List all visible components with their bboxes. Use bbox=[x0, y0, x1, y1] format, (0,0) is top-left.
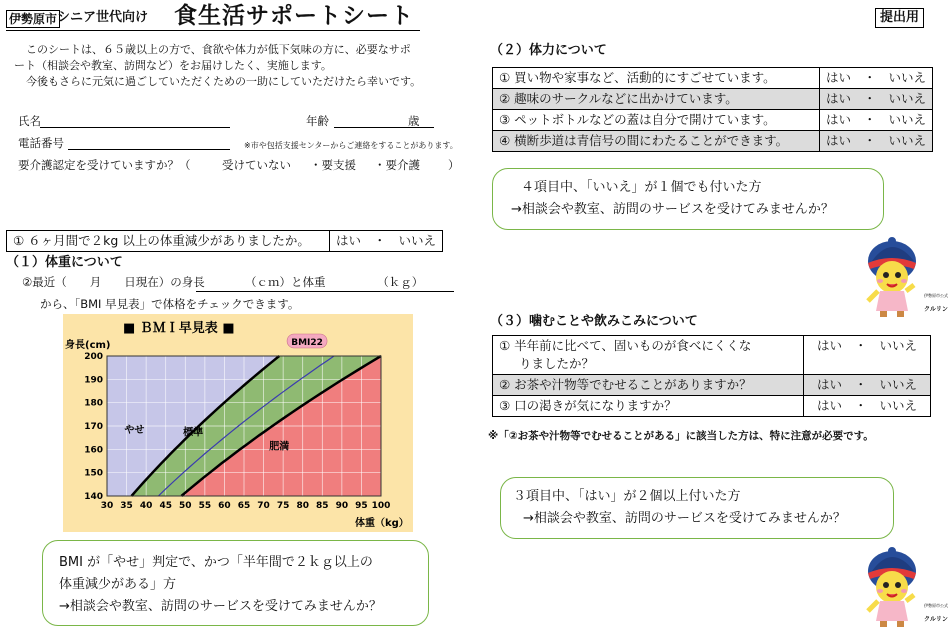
fitness-q3-text: ③ ペットボトルなどの蓋は自分で開けています。 bbox=[493, 110, 820, 131]
swallow-q3-answer[interactable]: はい ・ いいえ bbox=[804, 396, 931, 417]
fitness-q2-answer[interactable]: はい ・ いいえ bbox=[820, 89, 933, 110]
age-label: 年齢 bbox=[306, 114, 329, 128]
table-row bbox=[493, 375, 931, 396]
bubble-weight-line-2: 体重減少がある」方 bbox=[59, 577, 177, 592]
x-tick-label: 40 bbox=[139, 501, 153, 511]
section2-heading: （２）体力について bbox=[490, 43, 607, 58]
table-row bbox=[493, 110, 933, 131]
table-row bbox=[493, 336, 931, 375]
section3-heading: （３）噛むことや飲みこみについて bbox=[490, 314, 698, 329]
weight-question-answer[interactable]: はい ・ いいえ bbox=[330, 231, 443, 252]
measure-line: ②最近（ 月 日現在）の身長 （ｃｍ）と体重 （ｋｇ） bbox=[22, 275, 424, 289]
region-label-normal: 標準 bbox=[183, 427, 204, 439]
name-label: 氏名 bbox=[18, 114, 41, 128]
mascot-caption-1: 伊勢原市公式 bbox=[924, 293, 948, 298]
x-tick-label: 90 bbox=[335, 501, 349, 511]
y-tick-label: 140 bbox=[84, 492, 103, 502]
bubble-fitness-line-1: ４項目中、「いいえ」が１個でも付いた方 bbox=[521, 180, 762, 195]
y-axis-label: 身長(cm) bbox=[65, 340, 111, 351]
name-field[interactable] bbox=[40, 127, 230, 128]
submit-badge: 提出用 bbox=[875, 8, 924, 28]
bubble-weight-line-1: BMI が「やせ」判定で、かつ「半年間で２ｋｇ以上の bbox=[59, 555, 373, 570]
care-question: 要介護認定を受けていますか？（ bbox=[18, 158, 191, 172]
care-option-support[interactable]: ・要支援 bbox=[310, 158, 356, 172]
region-label-obese: 肥満 bbox=[269, 441, 290, 453]
bubble-swallow-line-2: →相談会や教室、訪問のサービスを受けてみませんか？ bbox=[523, 511, 846, 526]
measure-underline bbox=[196, 291, 454, 292]
table-row bbox=[493, 89, 933, 110]
x-tick-label: 45 bbox=[159, 501, 172, 511]
y-tick-label: 170 bbox=[84, 422, 103, 432]
swallow-q2-text: ② お茶や汁物等でむせることがありますか？ bbox=[493, 375, 804, 396]
swallow-note: ※「②お茶や汁物等でむせることがある」に該当した方は、特に注意が必要です。 bbox=[488, 430, 874, 442]
weight-question-table bbox=[6, 230, 443, 252]
x-tick-label: 60 bbox=[218, 501, 231, 511]
table-row bbox=[493, 396, 931, 417]
bmi-chart bbox=[63, 314, 413, 532]
mascot-kururin-1 bbox=[858, 235, 948, 320]
bubble-weight-line-3: →相談会や教室、訪問のサービスを受けてみませんか？ bbox=[59, 599, 382, 614]
y-tick-label: 190 bbox=[84, 375, 103, 386]
x-tick-label: 55 bbox=[198, 501, 212, 511]
table-row bbox=[493, 68, 933, 89]
phone-field[interactable] bbox=[68, 149, 230, 150]
swallow-q1-answer[interactable]: はい ・ いいえ bbox=[804, 336, 931, 375]
mascot-kururin-2 bbox=[858, 545, 948, 630]
mascot-name-2: クルリン bbox=[924, 616, 948, 623]
y-tick-label: 150 bbox=[84, 468, 103, 479]
section1-heading: （１）体重について bbox=[6, 255, 123, 270]
x-tick-label: 75 bbox=[276, 501, 290, 511]
x-tick-label: 85 bbox=[316, 501, 329, 511]
y-tick-label: 200 bbox=[84, 352, 103, 362]
mascot-name-1: クルリン bbox=[924, 306, 948, 313]
fitness-q2-text: ② 趣味のサークルなどに出かけています。 bbox=[493, 89, 820, 110]
x-tick-label: 50 bbox=[179, 501, 192, 511]
intro-text bbox=[14, 42, 474, 90]
city-badge: 伊勢原市 bbox=[6, 10, 60, 28]
fitness-q1-answer[interactable]: はい ・ いいえ bbox=[820, 68, 933, 89]
phone-label: 電話番号 bbox=[18, 136, 64, 150]
care-option-care[interactable]: ・要介護 bbox=[374, 158, 420, 172]
fitness-q4-text: ④ 横断歩道は青信号の間にわたることができます。 bbox=[493, 131, 820, 152]
check-line: から、「BMI 早見表」で体格をチェックできます。 bbox=[40, 297, 300, 311]
senior-label: シニア世代向け bbox=[57, 10, 149, 25]
phone-note: ※市や包括支援センターからご連絡をすることがあります。 bbox=[244, 141, 458, 150]
x-tick-label: 35 bbox=[120, 501, 133, 511]
bubble-fitness-line-2: →相談会や教室、訪問のサービスを受けてみませんか？ bbox=[511, 202, 834, 217]
intro-line-1: このシートは、６５歳以上の方で、食欲や体力が低下気味の方に、必要なサポ bbox=[26, 43, 411, 56]
swallow-q3-text: ③ 口の渇きが気になりますか？ bbox=[493, 396, 804, 417]
fitness-q3-answer[interactable]: はい ・ いいえ bbox=[820, 110, 933, 131]
intro-line-2: ート（相談会や教室、訪問など）をお届けしたく、実施します。 bbox=[14, 59, 332, 72]
x-tick-label: 30 bbox=[100, 501, 114, 511]
x-tick-label: 80 bbox=[296, 501, 309, 511]
swallow-q1-text: ① 半年前に比べて、固いものが食べにくくな りましたか？ bbox=[493, 336, 804, 375]
x-tick-label: 70 bbox=[257, 501, 270, 511]
bubble-weight bbox=[42, 540, 429, 626]
swallow-table bbox=[492, 335, 931, 417]
title-underline bbox=[6, 30, 420, 31]
y-tick-label: 160 bbox=[84, 445, 103, 456]
y-tick-label: 180 bbox=[84, 398, 103, 409]
swallow-q2-answer[interactable]: はい ・ いいえ bbox=[804, 375, 931, 396]
table-row bbox=[7, 231, 443, 252]
intro-line-3: 今後もさらに元気に過ごしていただくための一助にしていただけたら幸いです。 bbox=[26, 75, 422, 88]
chart-title: ■ ＢＭＩ早見表 ■ bbox=[123, 321, 235, 336]
mascot-caption-2: 伊勢原市公式 bbox=[924, 603, 948, 608]
fitness-q1-text: ① 買い物や家事など、活動的にすごせています。 bbox=[493, 68, 820, 89]
bubble-swallow-line-1: ３項目中、「はい」が２個以上付いた方 bbox=[513, 489, 741, 504]
x-tick-label: 100 bbox=[371, 501, 391, 511]
x-tick-label: 95 bbox=[355, 501, 368, 511]
weight-question-text: ① ６ヶ月間で２kg 以上の体重減少がありましたか。 bbox=[7, 231, 330, 252]
fitness-table bbox=[492, 67, 933, 152]
x-tick-label: 65 bbox=[237, 501, 251, 511]
region-label-thin: やせ bbox=[124, 425, 145, 436]
table-row bbox=[493, 131, 933, 152]
x-axis-label: 体重（kg） bbox=[355, 518, 409, 529]
fitness-q4-answer[interactable]: はい ・ いいえ bbox=[820, 131, 933, 152]
care-close: ） bbox=[448, 158, 460, 172]
age-unit: 歳 bbox=[408, 114, 420, 128]
care-option-none[interactable]: 受けていない bbox=[222, 158, 291, 172]
bmi22-label: BMI22 bbox=[291, 338, 323, 348]
bubble-swallow bbox=[500, 477, 894, 539]
bubble-fitness bbox=[492, 168, 884, 230]
page-title: 食生活サポートシート bbox=[174, 3, 414, 29]
